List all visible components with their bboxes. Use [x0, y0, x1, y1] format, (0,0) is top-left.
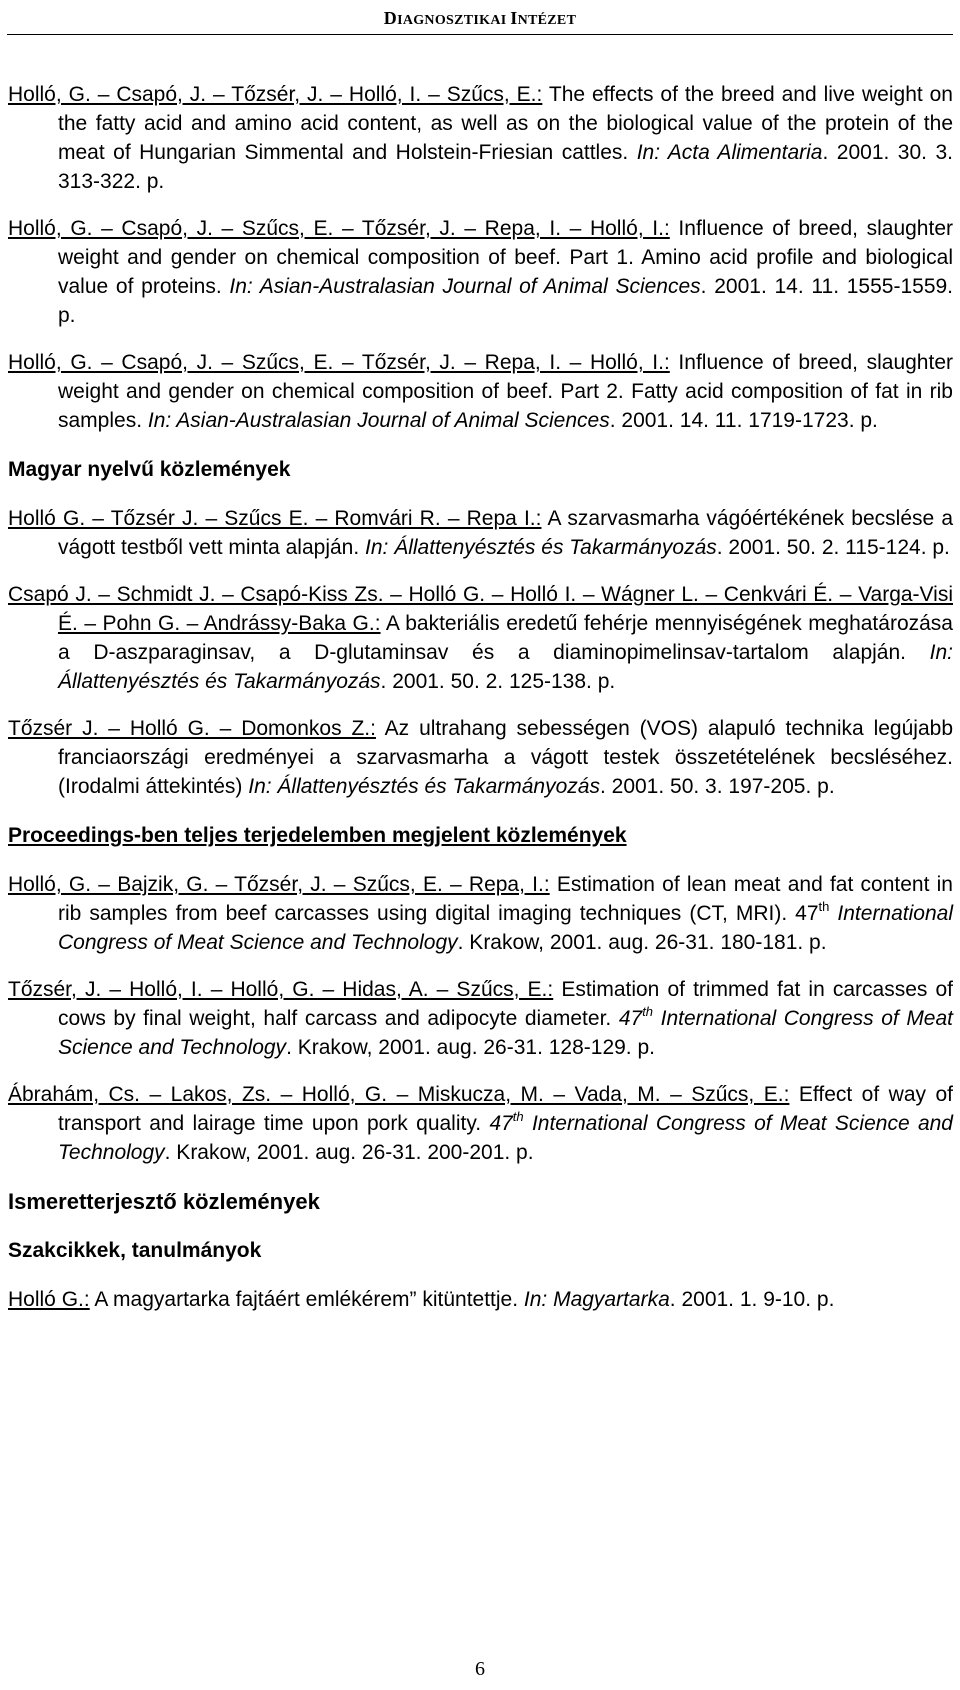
reference-details: . 2001. 50. 2. 115-124. p. — [716, 536, 950, 559]
reference-journal: International Congress of Meat Science and Technology — [58, 1007, 954, 1059]
page-number: 6 — [475, 1658, 485, 1680]
reference-title: A bakteriális eredetű fehérje mennyiségének meghatározása a D-aszparaginsav, a D-glutaminsav és a diaminopimelinsav-tartalom alapján. — [58, 612, 953, 664]
reference-entry — [8, 1285, 953, 1314]
reference-details: . 2001. 14. 11. 1719-1723. p. — [609, 409, 878, 432]
reference-authors: Holló, G. – Csapó, J. – Tőzsér, J. – Holló, I. – Szűcs, E.: — [8, 83, 543, 106]
reference-entry — [8, 504, 953, 562]
reference-journal: International Congress of Meat Science and Technology — [58, 1112, 953, 1164]
reference-entry — [8, 80, 953, 196]
header-letter-i: I — [510, 8, 518, 28]
reference-entry — [8, 580, 953, 696]
reference-journal: In: Állattenyésztés és Takarmányozás — [248, 775, 600, 798]
section-heading-proceedings: Proceedings-ben teljes terjedelemben megjelent közlemények — [8, 824, 627, 847]
section-heading-ismeretterjeszto: Ismeretterjesztő közlemények — [8, 1189, 320, 1214]
reference-journal: In: Asian-Australasian Journal of Animal Sciences — [147, 409, 610, 432]
reference-details: . 2001. 1. 9-10. p. — [669, 1288, 835, 1311]
reference-title: A magyartarka fajtáért emlékérem” kitüntettje. — [89, 1288, 524, 1311]
header-word-ntezet: NTÉZET — [517, 13, 577, 28]
reference-title: Effect of way of transport and lairage time upon pork quality. — [58, 1083, 953, 1135]
reference-details: . 2001. 30. 3. 313-322. p. — [58, 141, 953, 193]
section-subheading-szakcikkek: Szakcikkek, tanulmányok — [8, 1239, 262, 1262]
reference-journal: In: Állattenyésztés és Takarmányozás — [365, 536, 717, 559]
reference-journal-ordinal: 47 — [618, 1007, 643, 1030]
reference-authors: Holló, G. – Csapó, J. – Szűcs, E. – Tőzsér, J. – Repa, I. – Holló, I.: — [8, 217, 670, 240]
ordinal-suffix: th — [642, 1004, 654, 1019]
reference-authors: Ábrahám, Cs. – Lakos, Zs. – Holló, G. – Miskucza, M. – Vada, M. – Szűcs, E.: — [8, 1083, 790, 1106]
reference-authors: Holló, G. – Csapó, J. – Szűcs, E. – Tőzsér, J. – Repa, I. – Holló, I.: — [8, 351, 670, 374]
publication-list — [8, 80, 953, 1332]
header-divider — [7, 34, 953, 35]
reference-journal: In: Asian-Australasian Journal of Animal Sciences — [229, 275, 701, 298]
reference-title: A szarvasmarha vágóértékének becslése a vágott testből vett minta alapján. — [58, 507, 954, 559]
reference-title: Influence of breed, slaughter weight and gender on chemical composition of beef. Part 2. Fatty acid composition of fat in rib samples. — [58, 351, 953, 432]
reference-entry — [8, 870, 953, 957]
reference-journal: International Congress of Meat Science and Technology — [58, 902, 953, 954]
reference-details: . Krakow, 2001. aug. 26-31. 200-201. p. — [164, 1141, 534, 1164]
reference-authors: Holló, G. – Bajzik, G. – Tőzsér, J. – Szűcs, E. – Repa, I.: — [8, 873, 550, 896]
reference-journal: In: Acta Alimentaria — [636, 141, 823, 164]
reference-authors: Holló G.: — [8, 1288, 90, 1311]
reference-title: Influence of breed, slaughter weight and gender on chemical composition of beef. Part 1. Amino acid profile and biological value of proteins. — [58, 217, 953, 298]
reference-entry — [8, 975, 953, 1062]
header-word-iagnosztikai: IAGNOSZTIKAI — [397, 13, 511, 28]
page-header — [0, 4, 960, 35]
reference-details: . 2001. 50. 2. 125-138. p. — [380, 670, 616, 693]
reference-details: . Krakow, 2001. aug. 26-31. 180-181. p. — [457, 931, 827, 954]
reference-authors: Holló G. – Tőzsér J. – Szűcs E. – Romvári R. – Repa I.: — [8, 507, 542, 530]
reference-title: Estimation of lean meat and fat content in rib samples from beef carcasses using digital imaging techniques (CT, MRI). 47 — [58, 873, 953, 925]
reference-journal: In: Magyartarka — [523, 1288, 670, 1311]
reference-authors: Tőzsér, J. – Holló, I. – Holló, G. – Hidas, A. – Szűcs, E.: — [8, 978, 554, 1001]
section-heading-magyar: Magyar nyelvű közlemények — [8, 458, 291, 481]
reference-entry — [8, 348, 953, 435]
reference-entry — [8, 714, 953, 801]
header-letter-d: D — [383, 8, 398, 28]
ordinal-suffix: th — [512, 1109, 524, 1124]
reference-title: The effects of the breed and live weight on the fatty acid and amino acid content, as well as on the biological value of the protein of the meat of Hungarian Simmental and Holstein-Friesian cattles. — [58, 83, 953, 164]
reference-authors: Csapó J. – Schmidt J. – Csapó-Kiss Zs. – Holló G. – Holló I. – Wágner L. – Cenkvári É. – Varga-Visi É. – Pohn G. – Andrássy-Baka G.: — [8, 583, 953, 635]
ordinal-suffix: th — [818, 899, 830, 914]
reference-details: . 2001. 14. 11. 1555-1559. p. — [58, 275, 954, 327]
reference-title: Az ultrahang sebességen (VOS) alapuló technika legújabb franciaországi eredményei a szarvasmarha a vágott testek összetételének becsléséhez. (Irodalmi áttekintés) — [58, 717, 953, 798]
reference-entry — [8, 214, 953, 330]
reference-entry — [8, 1080, 953, 1167]
reference-authors: Tőzsér J. – Holló G. – Domonkos Z.: — [8, 717, 376, 740]
reference-journal: In: Állattenyésztés és Takarmányozás — [58, 641, 953, 693]
reference-title: Estimation of trimmed fat in carcasses of cows by final weight, half carcass and adipocyte diameter. — [58, 978, 954, 1030]
reference-details: . Krakow, 2001. aug. 26-31. 128-129. p. — [286, 1036, 655, 1059]
reference-journal-ordinal: 47 — [489, 1112, 513, 1135]
reference-details: . 2001. 50. 3. 197-205. p. — [599, 775, 835, 798]
